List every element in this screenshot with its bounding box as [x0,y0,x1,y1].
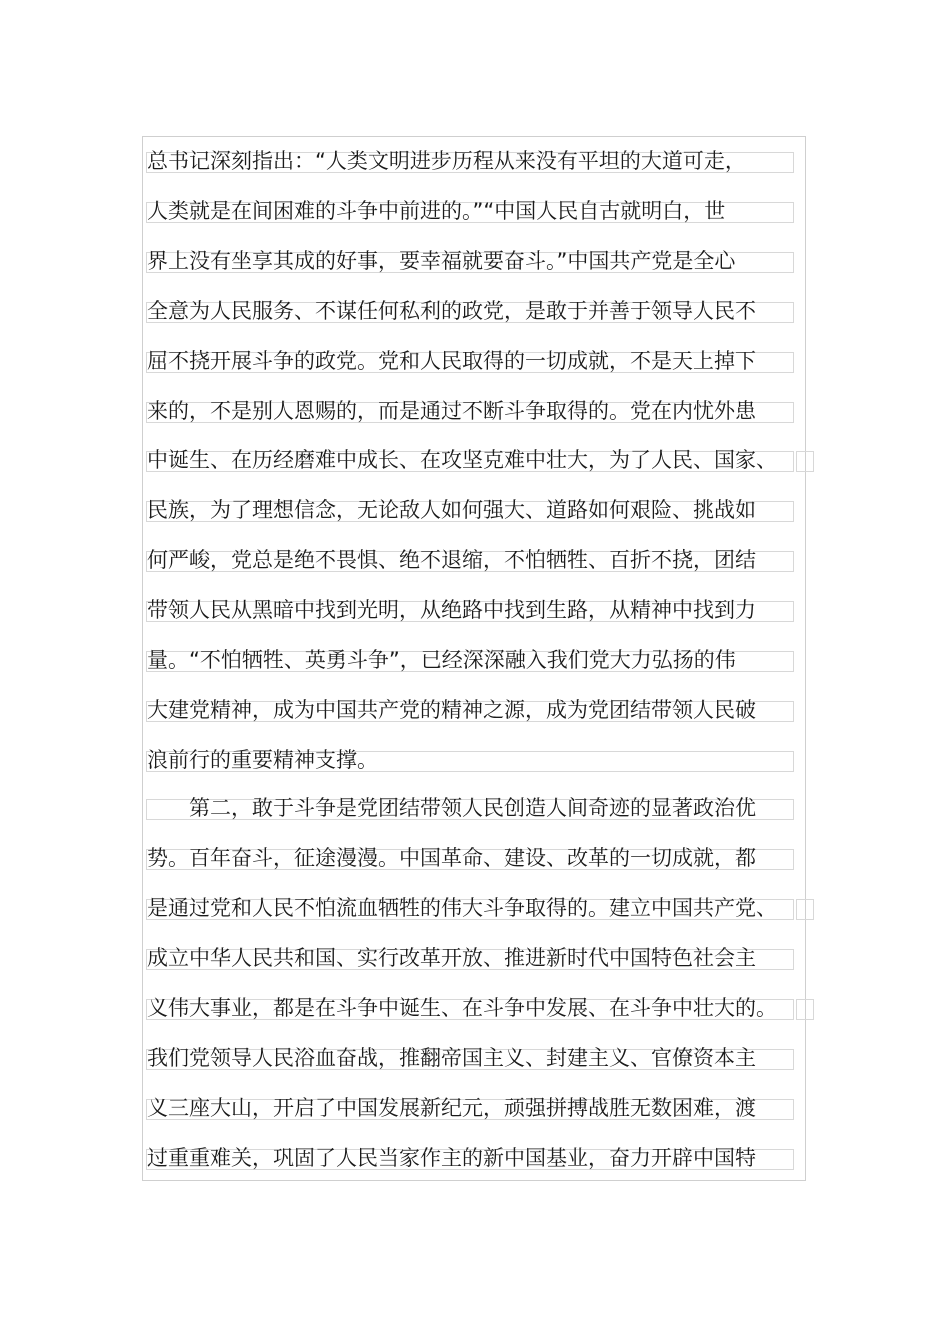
line-text: 屈不挠开展斗争的政党。党和人民取得的一切成就，不是天上掉下 [147,349,756,373]
overflow-marker [796,899,814,920]
line-text: 成立中华人民共和国、实行改革开放、推进新时代中国特色社会主 [147,946,756,970]
line-text: 第二，敢于斗争是党团结带领人民创造人间奇迹的显著政治优 [147,796,756,820]
text-line [146,498,794,522]
line-text: 浪前行的重要精神支撑。 [147,748,378,772]
text-line [146,399,794,423]
text-line [146,946,794,970]
text-line [146,598,794,622]
line-text: 界上没有坐享其成的好事，要幸福就要奋斗。”中国共产党是全心 [147,249,736,273]
text-line [146,698,794,722]
overflow-marker [796,451,814,472]
text-line [146,896,794,920]
line-text: 过重重难关，巩固了人民当家作主的新中国基业，奋力开辟中国特 [147,1146,756,1170]
line-text: 总书记深刻指出：“人类文明进步历程从来没有平坦的大道可走， [147,149,746,173]
text-line [146,1096,794,1120]
line-text: 人类就是在间困难的斗争中前进的。”“中国人民自古就明白，世 [147,199,726,223]
line-text: 何严峻，党总是绝不畏惧、绝不退缩，不怕牺牲、百折不挠，团结 [147,548,756,572]
text-line [146,199,794,223]
line-text: 民族，为了理想信念，无论敌人如何强大、道路如何艰险、挑战如 [147,498,756,522]
line-text: 势。百年奋斗，征途漫漫。中国革命、建设、改革的一切成就，都 [147,846,756,870]
line-text: 中诞生、在历经磨难中成长、在攻坚克难中壮大，为了人民、国家、 [147,448,777,472]
text-line [146,299,794,323]
text-line [146,448,794,472]
line-text: 量。“不怕牺牲、英勇斗争”，已经深深融入我们党大力弘扬的伟 [147,648,736,672]
text-line [146,796,794,820]
line-text: 我们党领导人民浴血奋战，推翻帝国主义、封建主义、官僚资本主 [147,1046,756,1070]
text-line [146,748,794,772]
text-line [146,548,794,572]
text-line [146,846,794,870]
line-text: 义三座大山，开启了中国发展新纪元，顽强拼搏战胜无数困难，渡 [147,1096,756,1120]
overflow-marker [796,999,814,1020]
line-text: 全意为人民服务、不谋任何私利的政党，是敢于并善于领导人民不 [147,299,756,323]
text-line [146,648,794,672]
text-line [146,1146,794,1170]
text-line [146,149,794,173]
line-text: 来的，不是别人恩赐的，而是通过不断斗争取得的。党在内忧外患 [147,399,756,423]
text-line [146,996,794,1020]
line-text: 大建党精神，成为中国共产党的精神之源，成为党团结带领人民破 [147,698,756,722]
text-line [146,349,794,373]
line-text: 义伟大事业，都是在斗争中诞生、在斗争中发展、在斗争中壮大的。 [147,996,777,1020]
text-line [146,249,794,273]
text-line [146,1046,794,1070]
line-text: 带领人民从黑暗中找到光明，从绝路中找到生路，从精神中找到力 [147,598,756,622]
line-text: 是通过党和人民不怕流血牺牲的伟大斗争取得的。建立中国共产党、 [147,896,777,920]
